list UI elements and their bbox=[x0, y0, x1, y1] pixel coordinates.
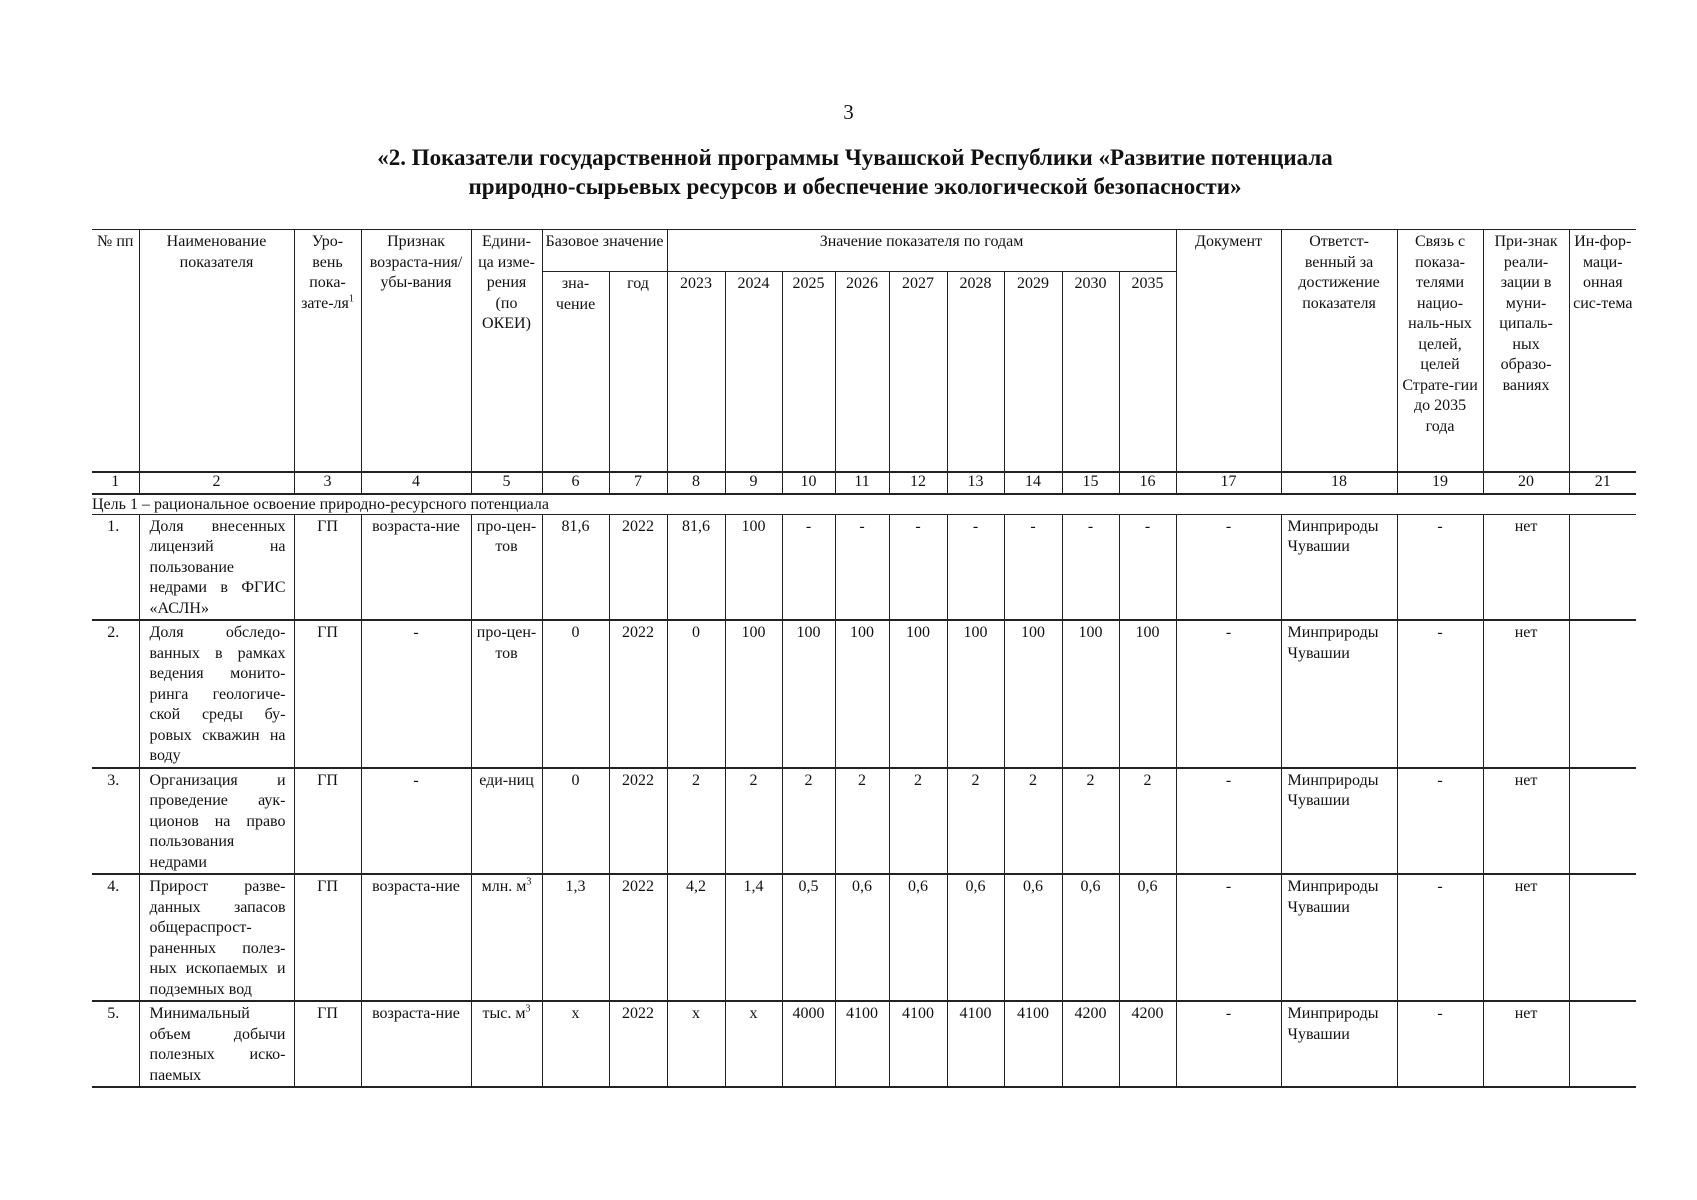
header-name: Наименование показателя bbox=[139, 230, 294, 472]
row-value: 100 bbox=[1062, 620, 1119, 768]
column-number: 18 bbox=[1281, 472, 1397, 494]
row-level: ГП bbox=[294, 768, 361, 875]
row-value: 1,4 bbox=[725, 874, 782, 1001]
header-level bbox=[294, 230, 361, 472]
row-responsible: Минприроды Чувашии bbox=[1281, 514, 1397, 620]
row-sign: - bbox=[361, 768, 471, 875]
row-municipal: нет bbox=[1483, 514, 1569, 620]
row-value: 4100 bbox=[835, 1001, 889, 1087]
row-info-system bbox=[1569, 514, 1636, 620]
row-info-system bbox=[1569, 1001, 1636, 1087]
column-number: 19 bbox=[1397, 472, 1483, 494]
column-number: 9 bbox=[725, 472, 782, 494]
header-year: 2035 bbox=[1119, 272, 1176, 472]
row-unit-text: млн. м bbox=[481, 878, 527, 895]
goal-row bbox=[92, 494, 1636, 515]
row-level: ГП bbox=[294, 514, 361, 620]
row-value: 4200 bbox=[1062, 1001, 1119, 1087]
row-base-value: 1,3 bbox=[542, 874, 609, 1001]
column-number: 10 bbox=[782, 472, 835, 494]
row-value: 100 bbox=[889, 620, 947, 768]
header-info-system: Ин-фор-маци-онная сис-тема bbox=[1569, 230, 1636, 472]
header-year: 2027 bbox=[889, 272, 947, 472]
header-year: 2024 bbox=[725, 272, 782, 472]
row-level: ГП bbox=[294, 1001, 361, 1087]
row-value: 4100 bbox=[889, 1001, 947, 1087]
header-base-year: год bbox=[609, 272, 667, 472]
row-value: - bbox=[782, 514, 835, 620]
header-level-text: Уро-вень пока-зате-ля bbox=[301, 233, 349, 312]
row-responsible: Минприроды Чувашии bbox=[1281, 620, 1397, 768]
column-number: 7 bbox=[609, 472, 667, 494]
title-line-1: «2. Показатели государственной программы Чувашской Республики «Развитие потенциала bbox=[377, 145, 1333, 170]
title-line-2: природно-сырьевых ресурсов и обеспечение экологической безопасности» bbox=[468, 174, 1242, 199]
row-value: 0,6 bbox=[835, 874, 889, 1001]
row-value: 2 bbox=[889, 768, 947, 875]
row-level: ГП bbox=[294, 874, 361, 1001]
column-number: 13 bbox=[947, 472, 1004, 494]
row-value: х bbox=[725, 1001, 782, 1087]
header-unit: Едини-ца изме-рения (по ОКЕИ) bbox=[471, 230, 542, 472]
column-number: 20 bbox=[1483, 472, 1569, 494]
row-value: 100 bbox=[725, 620, 782, 768]
row-value: 100 bbox=[782, 620, 835, 768]
row-value: 4100 bbox=[947, 1001, 1004, 1087]
header-document: Документ bbox=[1176, 230, 1281, 472]
table-row bbox=[92, 514, 1636, 620]
row-municipal: нет bbox=[1483, 620, 1569, 768]
row-responsible: Минприроды Чувашии bbox=[1281, 1001, 1397, 1087]
row-sign: возраста-ние bbox=[361, 514, 471, 620]
row-value: - bbox=[835, 514, 889, 620]
row-value: - bbox=[947, 514, 1004, 620]
row-unit bbox=[471, 1001, 542, 1087]
row-document: - bbox=[1176, 620, 1281, 768]
column-number: 12 bbox=[889, 472, 947, 494]
row-value: 100 bbox=[1119, 620, 1176, 768]
header-sign: Признак возраста-ния/убы-вания bbox=[361, 230, 471, 472]
row-base-value: 81,6 bbox=[542, 514, 609, 620]
table-row bbox=[92, 1001, 1636, 1087]
row-value: 0 bbox=[667, 620, 725, 768]
row-num: 4. bbox=[92, 874, 139, 1001]
row-name: Минимальный объем добычи полезных иско-паемых bbox=[139, 1001, 294, 1087]
row-unit: про-цен-тов bbox=[471, 514, 542, 620]
row-base-year: 2022 bbox=[609, 1001, 667, 1087]
header-year: 2029 bbox=[1004, 272, 1062, 472]
row-document: - bbox=[1176, 874, 1281, 1001]
column-number: 1 bbox=[92, 472, 139, 494]
row-num: 2. bbox=[92, 620, 139, 768]
row-value: 2 bbox=[667, 768, 725, 875]
column-number: 5 bbox=[471, 472, 542, 494]
row-value: 100 bbox=[725, 514, 782, 620]
row-value: - bbox=[1062, 514, 1119, 620]
row-unit-exponent: 3 bbox=[525, 1003, 531, 1015]
row-link: - bbox=[1397, 620, 1483, 768]
row-num: 5. bbox=[92, 1001, 139, 1087]
column-number: 3 bbox=[294, 472, 361, 494]
row-sign: возраста-ние bbox=[361, 874, 471, 1001]
header-year: 2026 bbox=[835, 272, 889, 472]
row-unit bbox=[471, 874, 542, 1001]
row-document: - bbox=[1176, 1001, 1281, 1087]
row-value: 4,2 bbox=[667, 874, 725, 1001]
row-unit: еди-ниц bbox=[471, 768, 542, 875]
row-document: - bbox=[1176, 514, 1281, 620]
row-value: 2 bbox=[1004, 768, 1062, 875]
row-link: - bbox=[1397, 1001, 1483, 1087]
row-link: - bbox=[1397, 514, 1483, 620]
row-num: 1. bbox=[92, 514, 139, 620]
row-base-year: 2022 bbox=[609, 874, 667, 1001]
column-number: 11 bbox=[835, 472, 889, 494]
row-value: 81,6 bbox=[667, 514, 725, 620]
row-value: 4200 bbox=[1119, 1001, 1176, 1087]
row-municipal: нет bbox=[1483, 768, 1569, 875]
row-name: Доля обследо-ванных в рамках ведения монито-ринга геологиче-ской среды бу-ровых скважин на воду bbox=[139, 620, 294, 768]
row-base-value: 0 bbox=[542, 620, 609, 768]
row-base-year: 2022 bbox=[609, 514, 667, 620]
row-info-system bbox=[1569, 620, 1636, 768]
row-value: 0,6 bbox=[1062, 874, 1119, 1001]
row-link: - bbox=[1397, 874, 1483, 1001]
row-name: Организация и проведение аук-ционов на право пользования недрами bbox=[139, 768, 294, 875]
column-number: 2 bbox=[139, 472, 294, 494]
row-municipal: нет bbox=[1483, 1001, 1569, 1087]
row-document: - bbox=[1176, 768, 1281, 875]
row-value: 0,6 bbox=[1004, 874, 1062, 1001]
row-responsible: Минприроды Чувашии bbox=[1281, 768, 1397, 875]
row-value: х bbox=[667, 1001, 725, 1087]
header-year: 2023 bbox=[667, 272, 725, 472]
header-municipal: При-знак реали-зации в муни-ципаль-ных образо-ваниях bbox=[1483, 230, 1569, 472]
header-link: Связь с показа-телями нацио-наль-ных целей, целей Страте-гии до 2035 года bbox=[1397, 230, 1483, 472]
indicators-table bbox=[92, 229, 1636, 1088]
header-responsible: Ответст-венный за достижение показателя bbox=[1281, 230, 1397, 472]
row-info-system bbox=[1569, 768, 1636, 875]
column-number: 14 bbox=[1004, 472, 1062, 494]
row-name: Прирост разве-данных запасов общераспрост-раненных полез-ных ископаемых и подземных вод bbox=[139, 874, 294, 1001]
page-number: 3 bbox=[843, 100, 854, 124]
row-value: - bbox=[889, 514, 947, 620]
row-value: 100 bbox=[835, 620, 889, 768]
row-responsible: Минприроды Чувашии bbox=[1281, 874, 1397, 1001]
row-value: 2 bbox=[1062, 768, 1119, 875]
row-value: 2 bbox=[947, 768, 1004, 875]
header-row bbox=[92, 230, 1636, 272]
header-base-value: зна-чение bbox=[542, 272, 609, 472]
row-base-year: 2022 bbox=[609, 768, 667, 875]
header-base: Базовое значение bbox=[542, 230, 667, 272]
row-base-value: х bbox=[542, 1001, 609, 1087]
header-num: № пп bbox=[92, 230, 139, 472]
row-value: 100 bbox=[947, 620, 1004, 768]
row-sign: возраста-ние bbox=[361, 1001, 471, 1087]
row-unit-text: тыс. м bbox=[482, 1005, 526, 1022]
row-unit-exponent: 3 bbox=[526, 876, 532, 888]
column-number: 17 bbox=[1176, 472, 1281, 494]
row-num: 3. bbox=[92, 768, 139, 875]
row-value: 2 bbox=[725, 768, 782, 875]
row-unit: про-цен-тов bbox=[471, 620, 542, 768]
row-value: - bbox=[1119, 514, 1176, 620]
row-base-value: 0 bbox=[542, 768, 609, 875]
row-value: - bbox=[1004, 514, 1062, 620]
row-value: 0,6 bbox=[1119, 874, 1176, 1001]
row-base-year: 2022 bbox=[609, 620, 667, 768]
document-title bbox=[250, 143, 1460, 201]
table-row bbox=[92, 768, 1636, 875]
row-municipal: нет bbox=[1483, 874, 1569, 1001]
row-value: 4000 bbox=[782, 1001, 835, 1087]
column-number: 6 bbox=[542, 472, 609, 494]
row-value: 0,6 bbox=[889, 874, 947, 1001]
goal-text: Цель 1 – рациональное освоение природно-ресурсного потенциала bbox=[92, 494, 1636, 515]
row-value: 0,6 bbox=[947, 874, 1004, 1001]
row-value: 4100 bbox=[1004, 1001, 1062, 1087]
table-row bbox=[92, 620, 1636, 768]
column-number: 8 bbox=[667, 472, 725, 494]
row-name: Доля внесенных лицензий на пользование недрами в ФГИС «АСЛН» bbox=[139, 514, 294, 620]
row-value: 2 bbox=[835, 768, 889, 875]
row-level: ГП bbox=[294, 620, 361, 768]
row-info-system bbox=[1569, 874, 1636, 1001]
column-number: 21 bbox=[1569, 472, 1636, 494]
row-value: 2 bbox=[782, 768, 835, 875]
row-sign: - bbox=[361, 620, 471, 768]
header-year: 2028 bbox=[947, 272, 1004, 472]
column-number: 16 bbox=[1119, 472, 1176, 494]
row-link: - bbox=[1397, 768, 1483, 875]
column-number-row bbox=[92, 472, 1636, 494]
column-number: 4 bbox=[361, 472, 471, 494]
header-level-footnote: 1 bbox=[348, 293, 354, 305]
header-year: 2025 bbox=[782, 272, 835, 472]
row-value: 100 bbox=[1004, 620, 1062, 768]
header-years-group: Значение показателя по годам bbox=[667, 230, 1176, 272]
header-year: 2030 bbox=[1062, 272, 1119, 472]
column-number: 15 bbox=[1062, 472, 1119, 494]
row-value: 2 bbox=[1119, 768, 1176, 875]
table-row bbox=[92, 874, 1636, 1001]
row-value: 0,5 bbox=[782, 874, 835, 1001]
